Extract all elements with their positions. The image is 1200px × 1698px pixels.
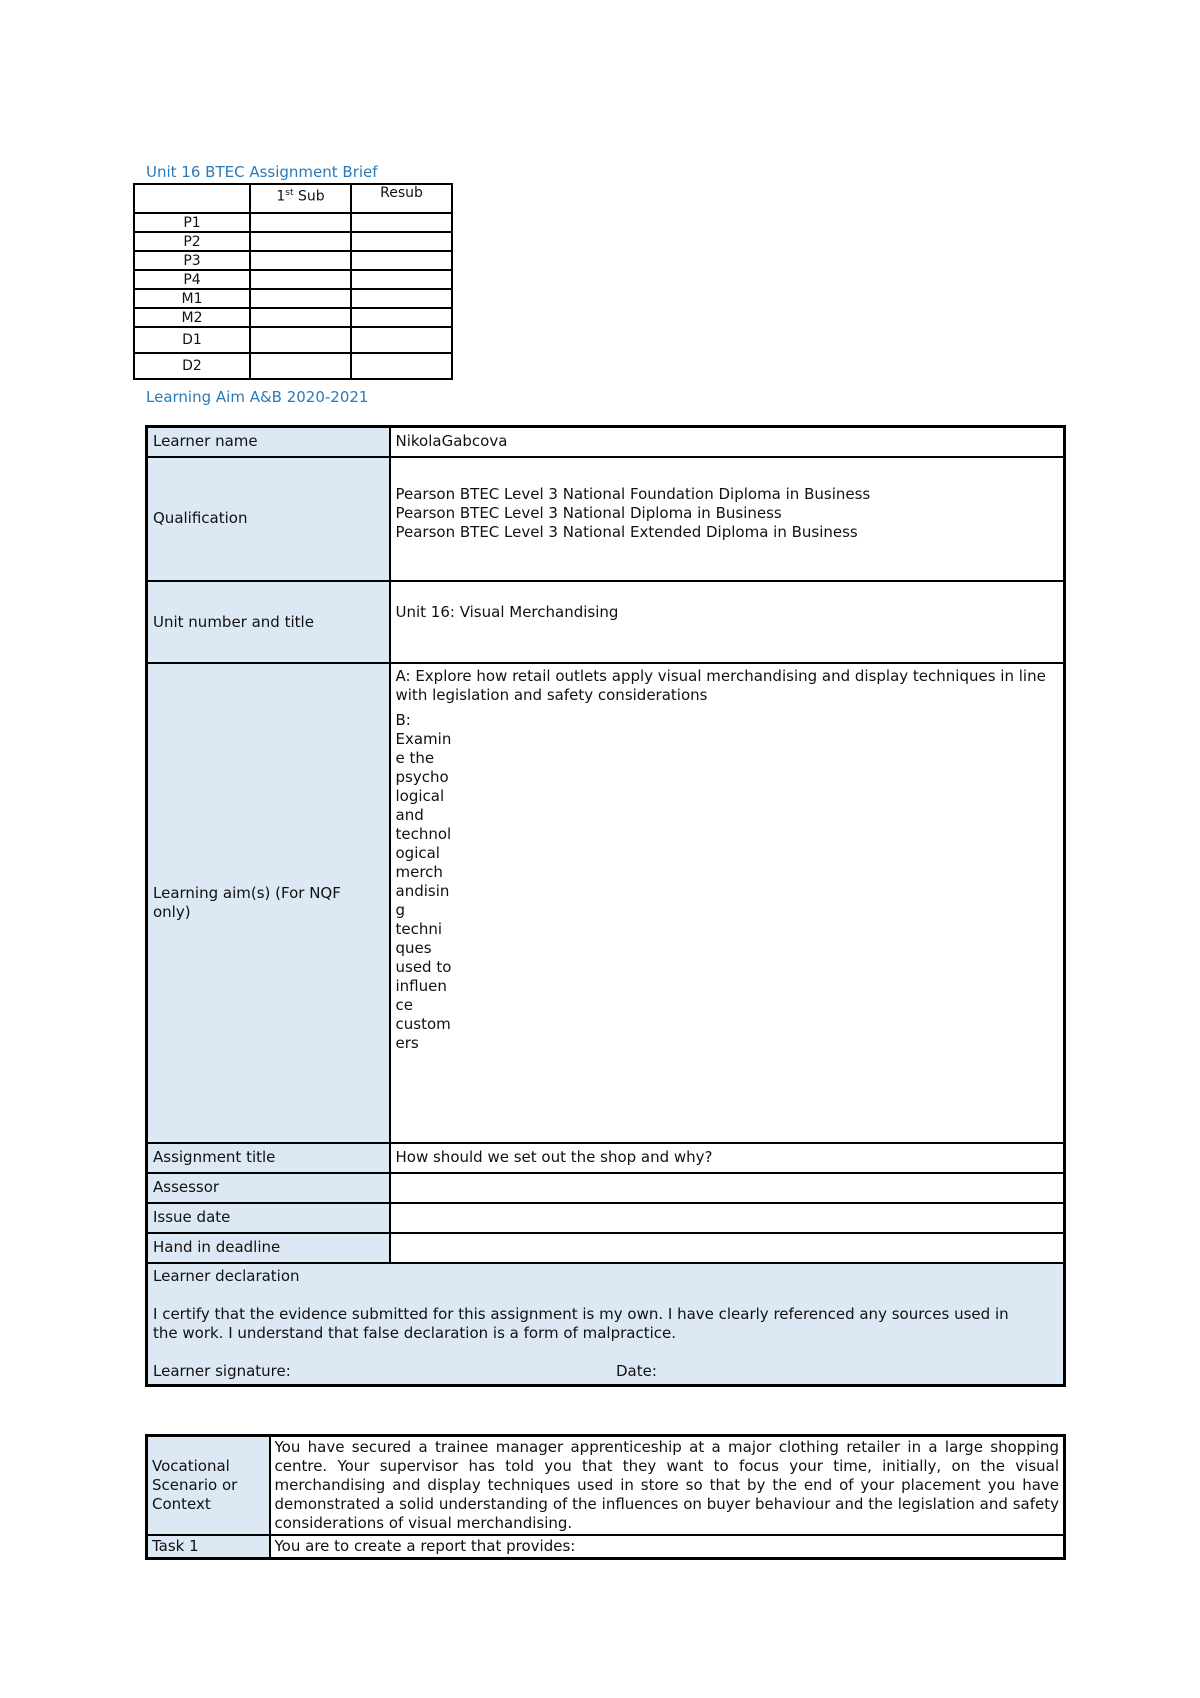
qualification-line: Pearson BTEC Level 3 National Foundation Diploma in Business [395, 484, 871, 503]
resub-cell[interactable] [351, 308, 452, 327]
grade-row [134, 251, 452, 270]
task-label: Task 1 [147, 1535, 270, 1559]
unit-row [147, 581, 1065, 663]
resub-header: Resub [351, 184, 452, 213]
resub-cell[interactable] [351, 270, 452, 289]
assignment-brief-form [145, 425, 1066, 1387]
scenario-row [147, 1436, 1065, 1536]
grade-criterion: D2 [134, 353, 250, 379]
resub-cell[interactable] [351, 327, 452, 353]
first-sub-cell[interactable] [250, 353, 351, 379]
grade-row [134, 327, 452, 353]
task-row [147, 1535, 1065, 1559]
task-text: You are to create a report that provides: [270, 1535, 1065, 1559]
assignment-title-label: Assignment title [147, 1143, 390, 1173]
resub-cell[interactable] [351, 251, 452, 270]
first-sub-cell[interactable] [250, 270, 351, 289]
signature-label[interactable]: Learner signature: [153, 1361, 291, 1380]
issue-date-row [147, 1203, 1065, 1233]
assessor-value[interactable] [390, 1173, 1065, 1203]
issue-date-label: Issue date [147, 1203, 390, 1233]
grade-criterion: M1 [134, 289, 250, 308]
qualification-value [390, 457, 1065, 581]
first-sub-cell[interactable] [250, 327, 351, 353]
first-sub-cell[interactable] [250, 308, 351, 327]
assignment-title-row [147, 1143, 1065, 1173]
first-sub-cell[interactable] [250, 251, 351, 270]
learning-aim-heading: Learning Aim A&B 2020-2021 [146, 388, 369, 406]
resub-cell[interactable] [351, 232, 452, 251]
grade-row [134, 232, 452, 251]
learner-name-value[interactable]: NikolaGabcova [390, 427, 1065, 457]
grade-criterion: P3 [134, 251, 250, 270]
grade-row [134, 353, 452, 379]
deadline-value[interactable] [390, 1233, 1065, 1263]
qualification-line: Pearson BTEC Level 3 National Extended Diploma in Business [395, 522, 858, 541]
qualification-line: Pearson BTEC Level 3 National Diploma in Business [395, 503, 782, 522]
assessor-row [147, 1173, 1065, 1203]
learning-aims-value [390, 663, 1065, 1143]
grade-row [134, 289, 452, 308]
declaration-cell [147, 1263, 1065, 1386]
grade-row [134, 270, 452, 289]
deadline-label: Hand in deadline [147, 1233, 390, 1263]
resub-cell[interactable] [351, 213, 452, 232]
unit-label: Unit number and title [147, 581, 390, 663]
unit-value: Unit 16: Visual Merchandising [390, 581, 1065, 663]
grade-row [134, 308, 452, 327]
learning-aim-a: A: Explore how retail outlets apply visual merchandising and display techniques in line with legislation and safety considerations [395, 666, 1046, 704]
learning-aims-label: Learning aim(s) (For NQF only) [147, 663, 390, 1143]
assessor-label: Assessor [147, 1173, 390, 1203]
declaration-row [147, 1263, 1065, 1386]
learning-aims-row [147, 663, 1065, 1143]
first-sub-cell[interactable] [250, 232, 351, 251]
scenario-label: Vocational Scenario or Context [147, 1436, 270, 1536]
scenario-table [145, 1434, 1066, 1560]
grade-criterion: D1 [134, 327, 250, 353]
qualification-label: Qualification [147, 457, 390, 581]
learning-aim-b: B: Examine the psychological and technological merchandising techniques used to influence customers [395, 710, 452, 1052]
learner-name-label: Learner name [147, 427, 390, 457]
first-sub-cell[interactable] [250, 289, 351, 308]
grade-criterion: M2 [134, 308, 250, 327]
date-label[interactable]: Date: [616, 1361, 657, 1380]
grade-header-row [134, 184, 452, 213]
grade-tracking-table [133, 183, 453, 380]
grade-criterion: P1 [134, 213, 250, 232]
assignment-title-value: How should we set out the shop and why? [390, 1143, 1065, 1173]
qualification-row [147, 457, 1065, 581]
signature-line [153, 1362, 1058, 1381]
resub-cell[interactable] [351, 353, 452, 379]
scenario-text: You have secured a trainee manager apprenticeship at a major clothing retailer in a large shopping centre. Your supervisor has told you that they want to focus your time, initially, on the visual merchandising and display techniques used in store so that by the end of your placement you have demonstrated a solid understanding of the influences on buyer behaviour and the legislation and safety considerations of visual merchandising. [270, 1436, 1065, 1536]
brief-heading: Unit 16 BTEC Assignment Brief [146, 163, 378, 181]
declaration-title: Learner declaration [153, 1266, 300, 1285]
grade-criterion: P2 [134, 232, 250, 251]
grade-header-blank [134, 184, 250, 213]
deadline-row [147, 1233, 1065, 1263]
first-sub-cell[interactable] [250, 213, 351, 232]
resub-cell[interactable] [351, 289, 452, 308]
learner-name-row [147, 427, 1065, 457]
grade-row [134, 213, 452, 232]
grade-criterion: P4 [134, 270, 250, 289]
first-sub-header: 1st Sub [250, 184, 351, 213]
declaration-text: I certify that the evidence submitted for this assignment is my own. I have clearly referenced any sources used in the work. I understand that false declaration is a form of malpractice. [153, 1304, 1009, 1342]
issue-date-value[interactable] [390, 1203, 1065, 1233]
